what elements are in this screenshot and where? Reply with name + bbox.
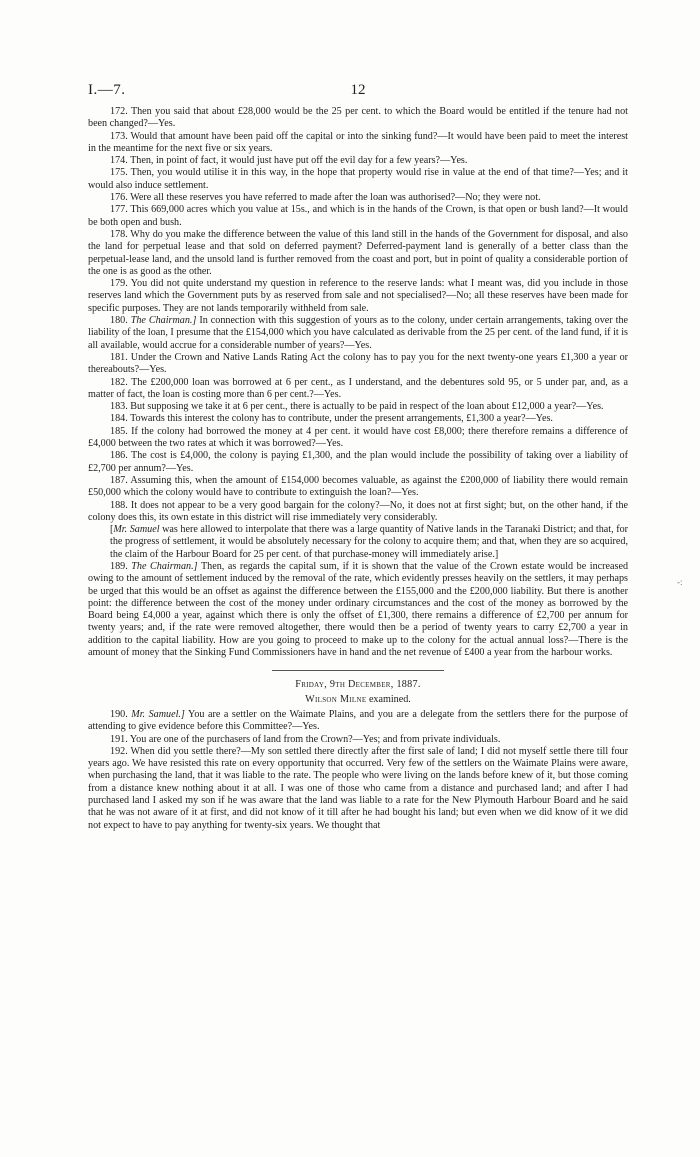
paragraph-text: You did not quite understand my question in reference to the reserve lands: what I meant was, did you include in those reserves land which the Government puts by as reserved from sale and not specialised?—No; all these reserves have been made for specific purposes. They are not lands temporarily withheld from sale. — [88, 278, 628, 314]
paragraph-text: When did you settle there?—My son settled there directly after the first sale of land; I did not myself settle there till four years ago. We have resisted this rate on every opportunity that occurred. Very few of the settlers on the Waimate Plains were aware, when purchasing the land, that it was liable to the rate. The people who were living on the lands before knew of it, but those coming from a distance knew nothing about it at all. I was one of those who came from a distance and purchased land; and after I had purchased land I asked my son if he was aware that the land was liable to a rate for the New Plymouth Harbour Board and he said that he was not aware of it at first, and did not know of it till after he had bought his land; but even when we did know of it we did not expect to have to pay anything for twenty-six years. We thought that — [88, 745, 628, 831]
question-paragraph — [88, 229, 628, 278]
question-paragraph — [88, 746, 628, 832]
question-number: 186. — [110, 450, 128, 462]
question-paragraph — [88, 204, 628, 229]
paragraph-text: was here allowed to interpolate that there was a large quantity of Native lands in the Taranaki District; and that, for the progress of settlement, it would be absolutely necessary for the colony to acquire them; and that, when they are so acquired, the claim of the Harbour Board for 25 per cent. of that purchase-money will immediately arise.] — [110, 524, 628, 560]
page-header — [88, 82, 628, 102]
paragraph-text: Then you said that about £28,000 would be the 25 per cent. to which the Board would be entitled if the tenure had not been changed?—Yes. — [88, 106, 628, 130]
question-number: 172. — [110, 106, 128, 117]
paragraph-text: In connection with this suggestion of yours as to the colony, under certain arrangements, taking over the liability of the loan, I presume that the £154,000 which you have calculated as derivable from the 25 per cent. of the land fund, if it is all available, would accrue for a considerable number of years?—Yes. — [88, 315, 629, 351]
question-paragraph — [88, 278, 628, 315]
question-number: 182. — [110, 376, 128, 388]
paragraph-text: This 669,000 acres which you value at 15s., and which is in the hands of the Crown, is that open or bush land?—It would be both open and bush. — [88, 204, 628, 228]
question-paragraph — [88, 475, 628, 500]
speaker-name: Mr. Samuel — [113, 524, 160, 536]
paragraph-text: If the colony had borrowed the money at 4 per cent. it would have cost £8,000; there therefore remains a difference of £4,000 between the two rates at which it was borrowed?—Yes. — [88, 425, 628, 450]
page-number: 12 — [350, 82, 366, 98]
paragraph-text: Would that amount have been paid off the capital or into the sinking fund?—It would have been paid to meet the interest in the meantime for the next five or six years. — [88, 130, 628, 154]
margin-mark: -: — [677, 577, 683, 587]
speaker-name: Mr. Samuel.] — [131, 708, 185, 720]
evidence-block-2 — [88, 709, 628, 832]
question-number: 190. — [110, 708, 128, 720]
question-paragraph — [88, 426, 628, 451]
paragraph-text: You are a settler on the Waimate Plains, and you are a delegate from the settlers there for the purpose of attending to give evidence before this Committee?—Yes. — [88, 708, 629, 733]
question-paragraph — [88, 192, 628, 204]
document-body — [88, 106, 628, 832]
question-number: 192. — [110, 745, 128, 757]
question-paragraph — [88, 450, 628, 475]
question-paragraph — [88, 352, 628, 377]
document-reference: I.—7. — [88, 82, 126, 98]
question-paragraph — [88, 377, 628, 402]
question-number: 180. — [110, 315, 128, 327]
witness-suffix: examined. — [366, 693, 411, 705]
paragraph-text: The £200,000 loan was borrowed at 6 per cent., as I understand, and the debentures sold 95, or 5 under par, and, as a matter of fact, the loan is costing more than 6 per cent.?—Yes. — [88, 376, 628, 400]
question-number: 175. — [110, 167, 128, 179]
section-divider — [272, 670, 444, 671]
evidence-block-1 — [88, 106, 628, 659]
witness-heading — [88, 694, 628, 706]
question-paragraph — [88, 413, 628, 425]
paragraph-text: The cost is £4,000, the colony is paying £1,300, and the plan would include the possibility of taking over a liability of £2,700 per annum?—Yes. — [88, 450, 628, 474]
speaker-name: The Chairman.] — [130, 315, 197, 327]
paragraph-text: Then, you would utilise it in this way, in the hope that property would rise in value at the end of that time?—Yes; and it would also induce settlement. — [88, 167, 628, 191]
question-paragraph — [88, 131, 628, 156]
question-number: 188. — [110, 499, 128, 511]
question-number: 174. — [110, 155, 128, 167]
question-number: 173. — [110, 130, 128, 142]
session-date: Friday, 9th December, 1887. — [295, 679, 421, 691]
question-number: 187. — [110, 474, 128, 486]
question-paragraph — [88, 500, 628, 525]
paragraph-text: Why do you make the difference between the value of this land still in the hands of the Government for disposal, and also the land for perpetual lease and that sold on deferred payment? Deferred-payment land is generally of a better class than the perpetual-lease land, and the unsold land is further removed from the coast and port, but in point of quality a considerable portion of the one is as good as the other. — [88, 228, 628, 277]
paragraph-text: Assuming this, when the amount of £154,000 becomes valuable, as against the £200,000 of liability there would remain £50,000 which the colony would have to contribute to extinguish the loan?—Yes. — [88, 474, 628, 499]
interpolation-note — [110, 524, 628, 561]
question-number: 191. — [110, 733, 128, 745]
question-number: 185. — [110, 425, 128, 437]
question-paragraph — [88, 167, 628, 192]
question-number: 181. — [110, 351, 128, 363]
paragraph-text: You are one of the purchasers of land from the Crown?—Yes; and from private individuals. — [129, 733, 501, 745]
question-number: 177. — [110, 204, 128, 216]
paragraph-text: Towards this interest the colony has to contribute, under the present arrangements, £1,300 a year?—Yes. — [130, 413, 553, 425]
question-number: 178. — [110, 228, 128, 240]
question-paragraph — [88, 315, 628, 352]
bracket-open: [ — [110, 524, 114, 536]
question-number: 189. — [110, 560, 128, 572]
paragraph-text: It does not appear to be a very good bargain for the colony?—No, it does not at first sight; but, on the other hand, if the colony does this, its own estate in this district will rise immediately very considerably. — [88, 499, 628, 523]
speaker-name: The Chairman.] — [131, 560, 198, 572]
paragraph-text: But supposing we take it at 6 per cent., there is actually to be paid in respect of the loan about £12,000 a year?—Yes. — [130, 401, 604, 413]
question-paragraph — [88, 401, 628, 413]
question-paragraph — [88, 155, 628, 167]
question-paragraph — [88, 106, 628, 131]
question-number: 183. — [110, 401, 128, 413]
question-number: 184. — [110, 413, 128, 425]
paragraph-text: Then, in point of fact, it would just have put off the evil day for a few years?—Yes. — [130, 155, 468, 167]
paragraph-text: Under the Crown and Native Lands Rating Act the colony has to pay you for the next twenty-one years £1,300 a year or thereabouts?—Yes. — [88, 351, 629, 376]
question-paragraph — [88, 561, 628, 659]
question-number: 179. — [110, 278, 128, 290]
question-paragraph — [88, 709, 628, 734]
question-paragraph — [88, 734, 628, 746]
witness-name: Wilson Milne — [305, 693, 367, 705]
paragraph-text: Then, as regards the capital sum, if it is shown that the value of the Crown estate would be increased owing to the amount of settlement induced by the removal of the rate, which evidently presses heavily on the settlers, it may perhaps be urged that this would be an offset as against the difference between the £155,000 and the £200,000 liability. But there is another point: the difference between the cost of the money under ordinary circumstances and the cost of the money as borrowed by the Board being £4,000 a year, against which there is only the offset of £1,300, there remains a difference of £2,700 per annum for twenty years; and, if the rate were removed altogether, there would then be a period of twenty years to carry £2,700 a year in addition to the capital liability. How are you going to proceed to make up to the colony for the actual annual loss?—There is the amount of money that the Sinking Fund Commissioners have in hand and the net revenue of £400 a year from the harbour works. — [88, 560, 629, 659]
question-number: 176. — [110, 192, 128, 204]
paragraph-text: Were all these reserves you have referred to made after the loan was authorised?—No; they were not. — [130, 192, 541, 204]
